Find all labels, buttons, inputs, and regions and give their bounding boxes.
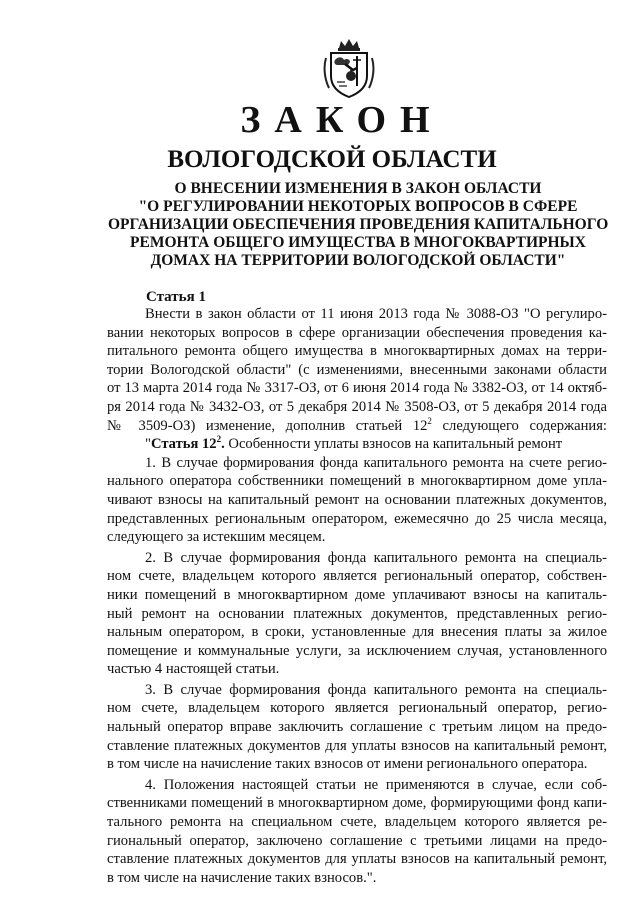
new-article-heading — [107, 435, 607, 454]
text-line: нальным оператором, в сроки, установленные для внесения платы за жилое — [107, 624, 607, 641]
text-line: 4. Положения настоящей статьи не применяются в случае, если соб- — [145, 776, 607, 793]
text-line: ственниками помещений в многоквартирном доме, формирующими фонд капи- — [107, 795, 607, 812]
text-line: следующего за истекшим месяцем. — [107, 529, 326, 546]
text-line: нального оператора собственники помещений в многоквартирном доме упла- — [107, 473, 607, 490]
text-line: вании некоторых вопросов в сфере организации обеспечения проведения ка- — [107, 324, 607, 341]
text-line: ставление платежных документов для уплаты взносов на капитальный ремонт, — [107, 737, 607, 754]
text-line: ный ремонт на основании платежных документов, представленных регио- — [107, 605, 607, 622]
subject-line: О ВНЕСЕНИИ ИЗМЕНЕНИЯ В ЗАКОН ОБЛАСТИ — [174, 180, 542, 197]
intro-final-text-end: следующего содержания: — [431, 417, 607, 434]
new-article-label: Статья 12 — [150, 436, 217, 453]
text-line: ники помещений в многоквартирном доме уплачивают взносы на капиталь- — [107, 586, 607, 603]
text-line: 2. В случае формирования фонда капитального ремонта на специаль- — [145, 549, 607, 566]
text-line: нальный оператор вправе заключить соглашение с третьим лицом на предо- — [107, 719, 607, 736]
text-line: Внести в закон области от 11 июня 2013 года № 3088-ОЗ "О регулиро- — [145, 306, 607, 322]
law-title: ЗАКОН — [240, 99, 444, 141]
text-line: ном счете, владельцем которого является региональный оператор, регио- — [107, 700, 607, 717]
subject-line: ОРГАНИЗАЦИИ ОБЕСПЕЧЕНИЯ ПРОВЕДЕНИЯ КАПИТАЛЬНОГО — [108, 216, 609, 233]
quote-mark: " — [145, 436, 151, 453]
text-line: ном счете, владельцем которого является региональный оператор, собствен- — [107, 568, 607, 585]
text-line — [107, 417, 607, 436]
new-article-title: Особенности уплаты взносов на капитальный ремонт — [224, 436, 563, 453]
subject-line: ДОМАХ НА ТЕРРИТОРИИ ВОЛОГОДСКОЙ ОБЛАСТИ" — [150, 252, 566, 269]
new-article-label-end: . — [221, 436, 225, 453]
text-line: от 13 марта 2014 года № 3317-ОЗ, от 6 июня 2014 года № 3382-ОЗ, от 14 октяб- — [107, 380, 607, 397]
article-number-superscript: 2 — [427, 415, 432, 426]
text-line: 1. В случае формирования фонда капитального ремонта на счете регио- — [145, 454, 607, 471]
text-line: частью 4 настоящей статьи. — [107, 661, 280, 678]
text-line: питального ремонта общего имущества в многоквартирных домах на терри- — [107, 343, 607, 360]
text-line: ря 2014 года № 3432-ОЗ, от 5 декабря 2014 № 3508-ОЗ, от 5 декабря 2014 года — [107, 398, 607, 415]
text-line: гиональный оператор, заключено соглашение с третьими лицами на предо- — [107, 832, 607, 849]
text-line: представленных региональным оператором, ежемесячно до 25 числа месяца, — [107, 510, 607, 527]
subject-line: "О РЕГУЛИРОВАНИИ НЕКОТОРЫХ ВОПРОСОВ В СФЕРЕ — [138, 198, 578, 215]
new-article-superscript: 2 — [216, 434, 222, 445]
text-line: ставление платежных документов для уплаты взносов на капитальный ремонт, — [107, 851, 607, 868]
article-body — [107, 305, 607, 887]
text-line: 3. В случае формирования фонда капитального ремонта на специаль- — [145, 681, 607, 698]
text-line: в том числе на начисление таких взносов от имени регионального оператора. — [107, 756, 588, 773]
subject-line: РЕМОНТА ОБЩЕГО ИМУЩЕСТВА В МНОГОКВАРТИРНЫХ — [130, 234, 586, 251]
vologda-coat-of-arms-icon — [323, 38, 375, 98]
region-name: ВОЛОГОДСКОЙ ОБЛАСТИ — [167, 146, 497, 173]
text-line: тории Вологодской области" (с изменениями, внесенными законами области — [107, 361, 607, 378]
text-line: чивают взносы на капитальный ремонт на основании платежных документов, — [107, 491, 607, 508]
law-subject — [108, 180, 608, 270]
text-line: тального ремонта на специальном счете, владельцем которого является ре- — [107, 814, 607, 831]
article-heading: Статья 1 — [146, 289, 206, 305]
text-line: в том числе на начисление таких взносов.". — [107, 869, 377, 886]
text-line: помещение и коммунальные услуги, за исключением случая, установленного — [107, 642, 607, 659]
intro-final-text: № 3509-ОЗ) изменение, дополнив статьей 12 — [107, 417, 428, 434]
